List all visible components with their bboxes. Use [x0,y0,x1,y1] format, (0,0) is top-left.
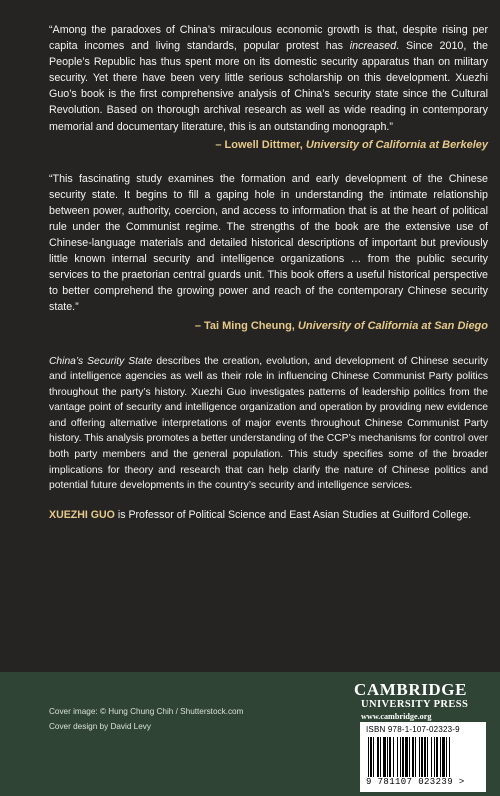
endorser-affiliation-1: University of California at Berkeley [305,138,488,151]
endorser-name-1: – Lowell Dittmer, [215,138,306,151]
cover-footer [0,672,500,796]
barcode-icon [366,737,480,777]
publisher-logo [354,681,478,722]
book-description [49,354,488,494]
barcode-bar [440,737,441,777]
cover-image-credit: Cover image: © Hung Chung Chih / Shutterstock.com [49,707,244,716]
publisher-subtitle: UNIVERSITY PRESS [361,699,469,710]
barcode-bar [427,737,428,777]
barcode-bar [400,737,401,777]
endorsement-quote-2: “This fascinating study examines the formation and early development of the Chinese security state. It begins to fill a gaping hole in understanding the intimate relationship between power, authority, coercion, and access to information that is at the heart of political rule under the Communist regime. The strengths of the book are the extensive use of Chinese-language materials and detailed historical descriptions of important but previously little known internal security and intelligence organizations … from the public security services to the praetorian central guards unit. This book offers a useful historical perspective to better comprehend the growing power and reach of the contemporary Chinese security state.” [49,172,488,314]
barcode-bar [419,737,420,777]
author-bio [49,508,488,524]
barcode-bar [368,737,369,777]
barcode-bar [373,737,374,777]
barcode-bar [387,737,388,777]
endorsement-attribution-2 [49,318,488,334]
barcode-bar [393,737,394,777]
quote-1-text-b: . Since 2010, the People’s Republic has thus spent more on its domestic security apparatus than on military security. Yet there have been very little serious scholarship on this development. Xuezhi Guo’s book is the first comprehensive analysis of China’s security state since the Cultural Revolution. Based on thorough archival research as well as wide reading in contemporary memorial and documentary literature, this is an outstanding monograph.” [49,40,489,133]
barcode-bar [449,737,450,777]
quote-1-text-a: “Among the paradoxes of China’s miraculous economic growth is that, despite rising per capita incomes and living standards, popular protest has [49,24,488,53]
barcode-panel [360,722,486,792]
quote-1-emphasis: increased [349,40,397,53]
cover-design-credit: Cover design by David Levy [49,722,151,731]
publisher-url: www.cambridge.org [361,712,432,721]
barcode-bar [434,737,435,777]
cover-credits [49,704,243,734]
endorser-name-2: – Tai Ming Cheung, [194,319,298,332]
barcode-bar [424,737,426,777]
barcode-digits: 9 781107 023239 > [366,777,465,787]
author-name: XUEZHI GUO [49,508,115,521]
description-text: describes the creation, evolution, and development of Chinese security and intelligence agencies as well as their role in influencing Chinese Communist Party politics throughout the party’s history. Xuezhi Guo investigates patterns of leadership politics from the vantage point of security and intelligence organization and operation by providing new evidence and offering alternative interpretations of major events throughout Chinese Communist Party history. This analysis promotes a better understanding of the CCP’s mechanisms for control over both party members and the general population. This study specifies some of the broader implications for theory and research that can help clarify the nature of Chinese politics and potential future developments in the country’s security and intelligence services. [49,355,488,492]
barcode-bar [415,737,416,777]
barcode-bar [409,737,410,777]
barcode-bar [370,737,372,777]
publisher-name: CAMBRIDGE [354,680,468,699]
barcode-bar [442,737,445,777]
endorser-affiliation-2: University of California at San Diego [297,319,488,332]
endorsement-attribution-1 [49,137,488,153]
barcode-bar [380,737,381,777]
barcode-bar [412,737,414,777]
barcode-bar [446,737,447,777]
barcode-bar [405,737,408,777]
book-title-inline: China’s Security State [49,355,153,367]
endorsement-quote-1 [49,22,488,135]
barcode-bar [431,737,432,777]
barcode-bar [436,737,438,777]
barcode-bar [383,737,386,777]
barcode-bar [389,737,391,777]
isbn-label: ISBN 978-1-107-02323-9 [366,725,460,734]
barcode-bar [377,737,379,777]
barcode-bar [397,737,398,777]
barcode-bar [421,737,423,777]
barcode-bar [402,737,404,777]
author-bio-text: is Professor of Political Science and East Asian Studies at Guilford College. [114,508,472,521]
